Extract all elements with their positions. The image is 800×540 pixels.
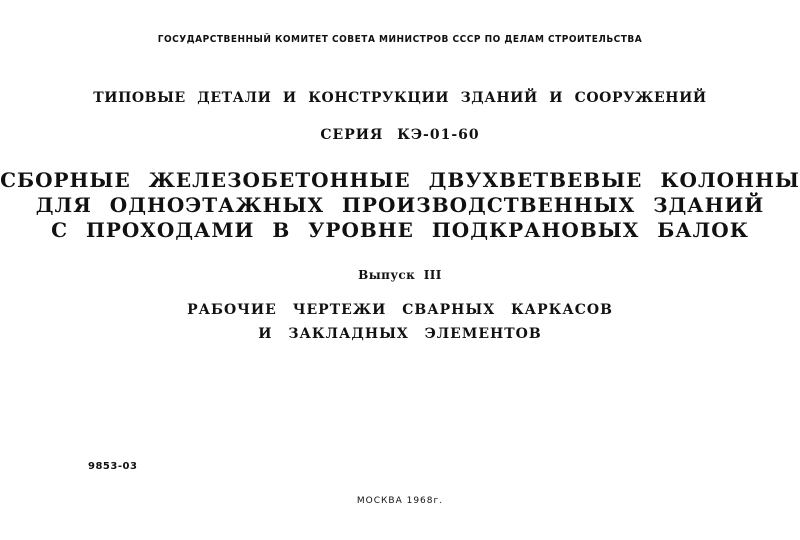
document-code: 9853-03 [88, 461, 138, 472]
publication-footer [0, 496, 800, 506]
footer-year: 1968г. [406, 496, 444, 506]
description-line-1: РАБОЧИЕ ЧЕРТЕЖИ СВАРНЫХ КАРКАСОВ [187, 302, 613, 318]
footer-city: МОСКВА [356, 496, 403, 506]
description-line-2: И ЗАКЛАДНЫХ ЭЛЕМЕНТОВ [258, 326, 542, 342]
main-title-line-3: С ПРОХОДАМИ В УРОВНЕ ПОДКРАНОВЫХ БАЛОК [51, 218, 749, 242]
issue-label: Выпуск III [358, 268, 442, 282]
main-title-line-2: ДЛЯ ОДНОЭТАЖНЫХ ПРОИЗВОДСТВЕННЫХ ЗДАНИЙ [35, 193, 765, 217]
committee-header: ГОСУДАРСТВЕННЫЙ КОМИТЕТ СОВЕТА МИНИСТРОВ СССР ПО ДЕЛАМ СТРОИТЕЛЬСТВА [157, 34, 643, 45]
series-title: СЕРИЯ КЭ-01-60 [320, 127, 480, 143]
main-title-line-1: СБОРНЫЕ ЖЕЛЕЗОБЕТОННЫЕ ДВУХВЕТВЕВЫЕ КОЛОННЫ [0, 168, 800, 192]
document-subtitle: ТИПОВЫЕ ДЕТАЛИ И КОНСТРУКЦИИ ЗДАНИЙ И СООРУЖЕНИЙ [93, 90, 707, 106]
